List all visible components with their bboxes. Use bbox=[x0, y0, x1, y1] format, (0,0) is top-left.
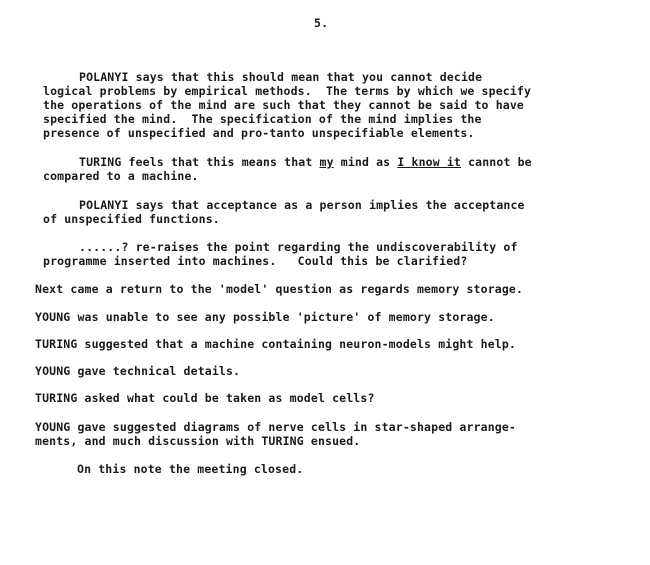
paragraph-line: POLANYI says that acceptance as a person implies the acceptance bbox=[79, 198, 525, 212]
page-number: 5. bbox=[314, 16, 329, 30]
paragraph-line: YOUNG gave suggested diagrams of nerve cells in star-shaped arrange- bbox=[35, 420, 517, 434]
paragraph-line: specified the mind. The specification of the mind implies the bbox=[43, 112, 482, 126]
underlined-text: I know it bbox=[397, 155, 462, 169]
paragraph-line: of unspecified functions. bbox=[43, 212, 220, 226]
paragraph-line: On this note the meeting closed. bbox=[77, 462, 304, 476]
paragraph-line bbox=[79, 156, 532, 169]
text-run: cannot be bbox=[461, 155, 532, 169]
paragraph-line: YOUNG gave technical details. bbox=[35, 364, 241, 378]
paragraph-line: programme inserted into machines. Could this be clarified? bbox=[43, 254, 468, 268]
paragraph-line: ......? re-raises the point regarding the undiscoverability of bbox=[79, 240, 518, 254]
paragraph-line: presence of unspecified and pro-tanto unspecifiable elements. bbox=[43, 126, 475, 140]
text-run: mind as bbox=[333, 155, 398, 169]
text-run: TURING feels that this means that bbox=[79, 155, 320, 169]
paragraph-line: compared to a machine. bbox=[43, 169, 199, 183]
paragraph-line: ments, and much discussion with TURING ensued. bbox=[35, 434, 361, 448]
paragraph-line: TURING suggested that a machine containing neuron-models might help. bbox=[35, 337, 517, 351]
paragraph-line: logical problems by empirical methods. The terms by which we specify bbox=[43, 84, 532, 98]
paragraph-line: YOUNG was unable to see any possible 'picture' of memory storage. bbox=[35, 310, 495, 324]
paragraph-line: the operations of the mind are such that they cannot be said to have bbox=[43, 98, 525, 112]
paragraph-line: Next came a return to the 'model' question as regards memory storage. bbox=[35, 282, 524, 296]
paragraph-line: POLANYI says that this should mean that you cannot decide bbox=[79, 70, 483, 84]
paragraph-line: TURING asked what could be taken as model cells? bbox=[35, 391, 375, 405]
underlined-text: my bbox=[319, 155, 334, 169]
